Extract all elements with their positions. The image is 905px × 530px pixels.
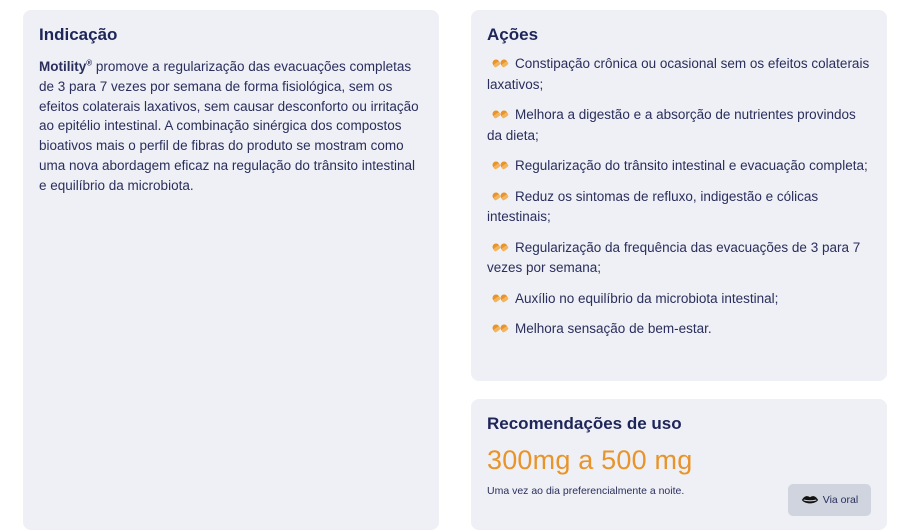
acoes-list xyxy=(487,54,871,340)
dose-note: Uma vez ao dia preferencialmente a noite. xyxy=(487,485,685,497)
acoes-item-text: Melhora a digestão e a absorção de nutrientes provindos da dieta; xyxy=(487,107,856,143)
acoes-item-text: Auxílio no equilíbrio da microbiota intestinal; xyxy=(515,290,779,306)
pill-icon xyxy=(491,322,509,334)
acoes-item-text: Melhora sensação de bem-estar. xyxy=(515,321,712,336)
acoes-item xyxy=(487,54,871,95)
pill-icon xyxy=(491,57,509,69)
acoes-item xyxy=(487,238,871,279)
pill-icon xyxy=(491,241,509,253)
dose-value: 300mg a 500 mg xyxy=(487,445,693,475)
acoes-item xyxy=(487,105,871,146)
indicacao-text xyxy=(39,57,423,196)
acoes-item-text: Constipação crônica ou ocasional sem os efeitos colaterais laxativos; xyxy=(487,56,870,92)
acoes-item xyxy=(487,319,871,340)
acoes-item-text: Regularização do trânsito intestinal e evacuação completa; xyxy=(515,158,868,173)
pill-icon xyxy=(491,159,509,171)
lips-icon xyxy=(801,494,819,506)
via-oral-badge xyxy=(788,484,871,516)
indicacao-title: Indicação xyxy=(39,25,118,44)
acoes-item xyxy=(487,156,871,177)
acoes-title: Ações xyxy=(487,25,539,44)
indicacao-body: promove a regularização das evacuações completas de 3 para 7 vezes por semana de forma fisiológica, sem os efeitos colaterais laxativos, sem causar desconforto ou irritação ao epitélio intestinal. A combinação sinérgica dos compostos bioativos mais o perfil de fibras do produto se mostram como uma nova abordagem eficaz na regulação do trânsito intestinal e equilíbrio da microbiota. xyxy=(39,59,419,193)
pill-icon xyxy=(491,292,509,304)
acoes-item-text: Reduz os sintomas de refluxo, indigestão e cólicas intestinais; xyxy=(487,188,819,224)
via-oral-label: Via oral xyxy=(822,494,859,506)
indicacao-card xyxy=(23,10,439,530)
acoes-item-text: Regularização da frequência das evacuações de 3 para 7 vezes por semana; xyxy=(487,239,861,275)
acoes-item xyxy=(487,187,871,228)
brand-name: Motility® xyxy=(39,58,93,74)
registered-mark: ® xyxy=(86,58,93,68)
pill-icon xyxy=(491,108,509,120)
acoes-card xyxy=(471,10,887,381)
acoes-item xyxy=(487,289,871,310)
pill-icon xyxy=(491,190,509,202)
recomendacoes-title: Recomendações de uso xyxy=(487,414,682,433)
recomendacoes-card xyxy=(471,399,887,530)
